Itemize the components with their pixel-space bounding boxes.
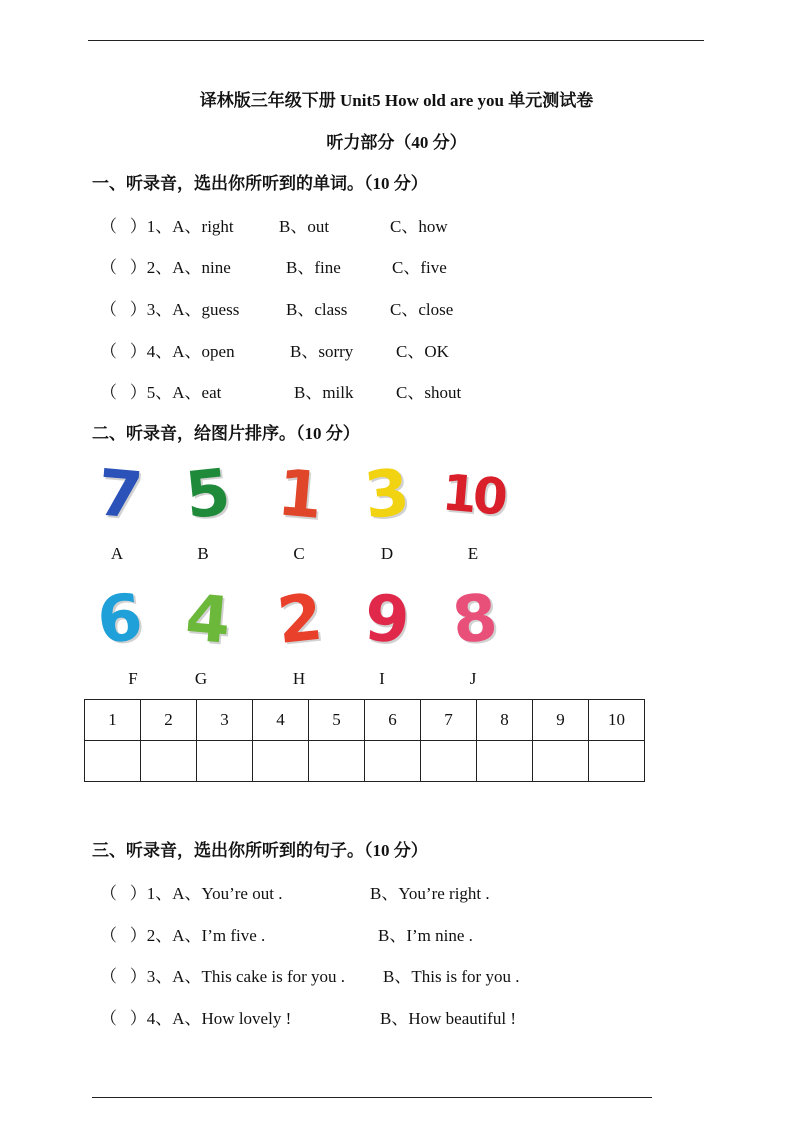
picture-label-j: J xyxy=(469,669,477,688)
table-answer-row xyxy=(85,741,645,782)
question-a: （ ）3、A、This cake is for you . xyxy=(100,967,346,986)
answer-cell[interactable] xyxy=(421,741,477,782)
number-picture-e: 10 xyxy=(439,463,507,527)
picture-label-c: C xyxy=(293,544,305,563)
part2-heading: 二、听录音，给图片排序。（10 分） xyxy=(92,424,360,443)
question-b: B、This is for you . xyxy=(383,967,520,986)
table-cell: 5 xyxy=(309,700,365,741)
top-rule xyxy=(88,40,704,41)
page-subtitle: 听力部分（40 分） xyxy=(326,133,467,152)
answer-cell[interactable] xyxy=(365,741,421,782)
number-picture-f: 6 xyxy=(93,581,143,659)
answer-cell[interactable] xyxy=(477,741,533,782)
question-a: （ ）1、A、right xyxy=(100,217,234,236)
answer-cell[interactable] xyxy=(253,741,309,782)
answer-table xyxy=(84,699,645,782)
question-c: C、shout xyxy=(396,383,462,402)
answer-cell[interactable] xyxy=(533,741,589,782)
table-cell: 6 xyxy=(365,700,421,741)
question-b: B、milk xyxy=(294,383,354,402)
number-picture-a: 7 xyxy=(94,456,142,534)
picture-label-d: D xyxy=(380,544,394,563)
number-picture-d: 3 xyxy=(360,456,410,534)
question-b: B、I’m nine . xyxy=(378,926,473,945)
number-picture-g: 4 xyxy=(182,581,230,659)
question-c: C、close xyxy=(390,300,454,319)
page-title: 译林版三年级下册 Unit5 How old are you 单元测试卷 xyxy=(199,91,594,110)
question-a: （ ）1、A、You’re out . xyxy=(100,884,283,903)
question-a: （ ）2、A、I’m five . xyxy=(100,926,266,945)
answer-cell[interactable] xyxy=(197,741,253,782)
question-a: （ ）3、A、guess xyxy=(100,300,240,319)
question-b: B、sorry xyxy=(290,342,354,361)
number-picture-c: 1 xyxy=(274,456,322,534)
question-a: （ ）4、A、open xyxy=(100,342,235,361)
number-picture-i: 9 xyxy=(361,581,409,659)
part1-heading: 一、听录音，选出你所听到的单词。（10 分） xyxy=(92,174,428,193)
number-picture-j: 8 xyxy=(448,581,498,659)
table-cell: 10 xyxy=(589,700,645,741)
table-cell: 9 xyxy=(533,700,589,741)
picture-label-e: E xyxy=(467,544,479,563)
table-header-row xyxy=(85,700,645,741)
number-picture-h: 2 xyxy=(273,581,323,659)
question-b: B、class xyxy=(286,300,348,319)
answer-cell[interactable] xyxy=(589,741,645,782)
question-c: C、OK xyxy=(396,342,449,361)
question-a: （ ）5、A、eat xyxy=(100,383,222,402)
answer-cell[interactable] xyxy=(141,741,197,782)
picture-label-i: I xyxy=(379,669,385,688)
picture-label-h: H xyxy=(292,669,306,688)
question-b: B、out xyxy=(279,217,330,236)
question-b: B、How beautiful ! xyxy=(380,1009,516,1028)
question-c: C、five xyxy=(392,258,447,277)
table-cell: 4 xyxy=(253,700,309,741)
question-a: （ ）2、A、nine xyxy=(100,258,231,277)
question-b: B、You’re right . xyxy=(370,884,490,903)
picture-label-a: A xyxy=(110,544,124,563)
table-cell: 7 xyxy=(421,700,477,741)
table-cell: 8 xyxy=(477,700,533,741)
bottom-rule xyxy=(92,1097,652,1098)
question-a: （ ）4、A、How lovely ! xyxy=(100,1009,292,1028)
picture-label-g: G xyxy=(194,669,208,688)
answer-cell[interactable] xyxy=(85,741,141,782)
table-cell: 2 xyxy=(141,700,197,741)
question-b: B、fine xyxy=(286,258,341,277)
picture-label-f: F xyxy=(128,669,138,688)
number-picture-b: 5 xyxy=(181,456,231,534)
table-cell: 1 xyxy=(85,700,141,741)
question-c: C、how xyxy=(390,217,448,236)
answer-cell[interactable] xyxy=(309,741,365,782)
picture-label-b: B xyxy=(197,544,209,563)
part3-heading: 三、听录音，选出你所听到的句子。（10 分） xyxy=(92,841,428,860)
table-cell: 3 xyxy=(197,700,253,741)
